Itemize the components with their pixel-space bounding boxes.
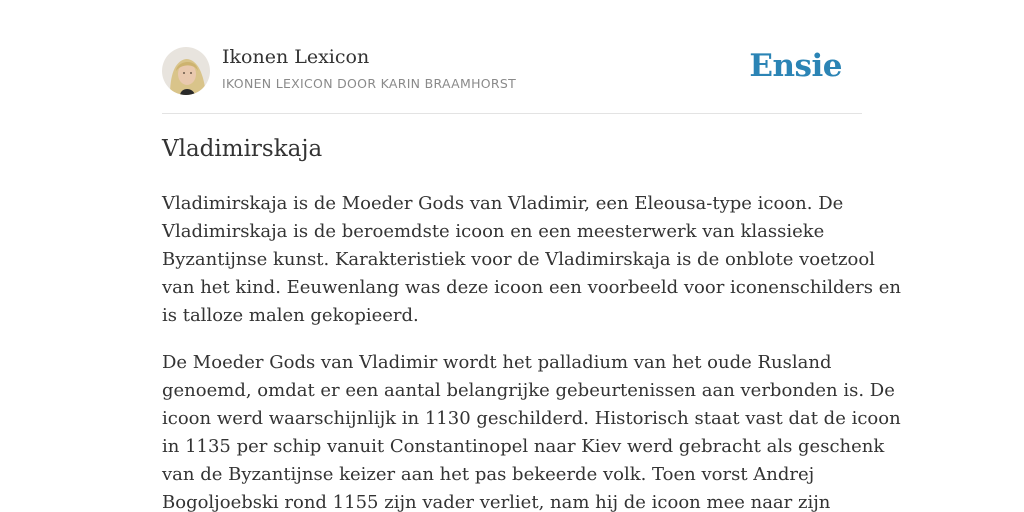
lexicon-title[interactable]: Ikonen Lexicon <box>222 46 370 68</box>
paragraph-line: De Moeder Gods van Vladimir wordt het palladium van het oude Rusland <box>162 352 832 373</box>
paragraph <box>162 190 901 330</box>
lexicon-header <box>162 45 862 97</box>
paragraph-line: Bogoljoebski rond 1155 zijn vader verliet, nam hij de icoon mee naar zijn <box>162 492 831 512</box>
paragraph <box>162 349 901 512</box>
article-title: Vladimirskaja <box>162 136 323 162</box>
paragraph-line: Vladimirskaja is de beroemdste icoon en een meesterwerk van klassieke <box>162 221 825 242</box>
brand-logo[interactable]: Ensie <box>749 48 842 84</box>
paragraph-line: Vladimirskaja is de Moeder Gods van Vladimir, een Eleousa-type icoon. De <box>162 193 844 214</box>
paragraph-line: in 1135 per schip vanuit Constantinopel naar Kiev werd gebracht als geschenk <box>162 436 885 457</box>
header-divider <box>162 113 862 114</box>
paragraph-line: van het kind. Eeuwenlang was deze icoon een voorbeeld voor iconenschilders en <box>162 277 901 298</box>
article-body <box>162 190 901 512</box>
paragraph-line: van de Byzantijnse keizer aan het pas bekeerde volk. Toen vorst Andrej <box>162 464 815 485</box>
paragraph-line: genoemd, omdat er een aantal belangrijke gebeurtenissen aan verbonden is. De <box>162 380 895 401</box>
author-portrait-icon <box>162 47 210 95</box>
paragraph-line: Byzantijnse kunst. Karakteristiek voor de Vladimirskaja is de onblote voetzool <box>162 249 875 270</box>
paragraph-line: is talloze malen gekopieerd. <box>162 305 419 326</box>
avatar[interactable] <box>162 47 210 95</box>
lexicon-subtitle[interactable]: IKONEN LEXICON DOOR KARIN BRAAMHORST <box>222 76 517 91</box>
paragraph-line: icoon werd waarschijnlijk in 1130 geschilderd. Historisch staat vast dat de icoon <box>162 408 901 429</box>
